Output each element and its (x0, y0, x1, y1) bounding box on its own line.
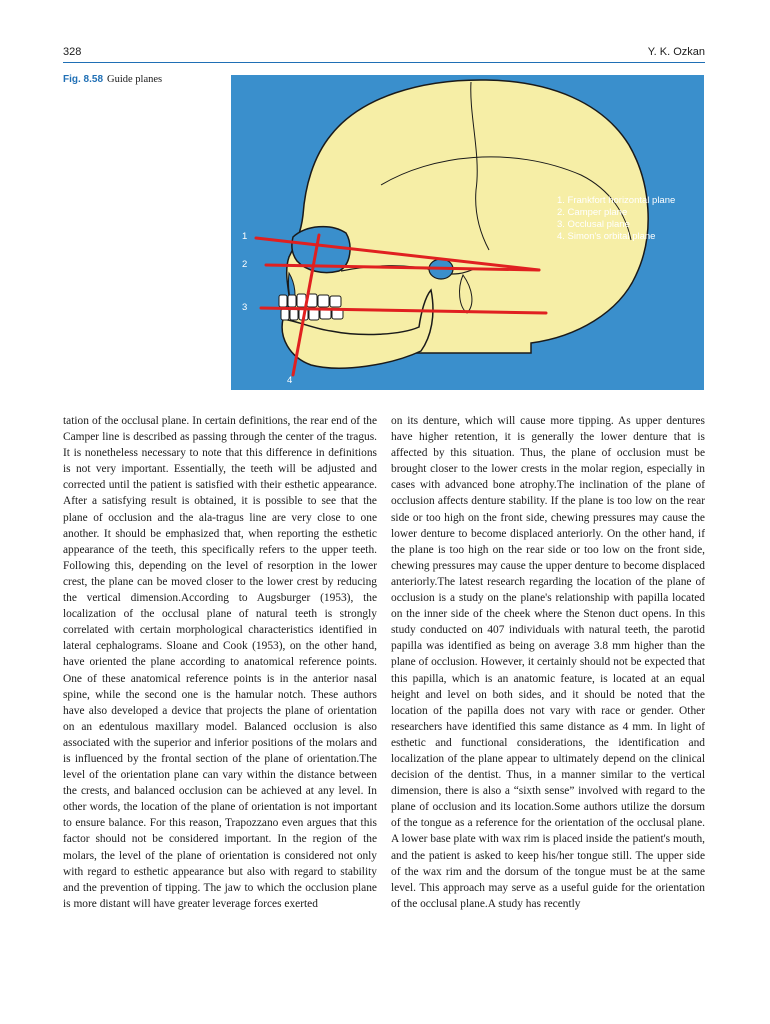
plane-marker-4: 4 (287, 375, 293, 386)
figure-caption (63, 73, 223, 86)
running-header (63, 44, 705, 63)
body-column-left (63, 413, 377, 973)
figure-legend (557, 195, 675, 243)
legend-item-frankfort: 1. Frankfort horizontal plane (557, 195, 676, 206)
legend-item-orbital: 4. Simon's orbital plane (557, 231, 656, 242)
figure-caption-text: Guide planes (107, 74, 163, 85)
running-author: Y. K. Ozkan (647, 46, 705, 58)
legend-item-occlusal: 3. Occlusal plane (557, 219, 630, 230)
plane-marker-3: 3 (242, 302, 248, 313)
figure-label: Fig. 8.58 (63, 74, 104, 85)
plane-marker-1: 1 (242, 231, 248, 242)
body-text-right: on its denture, which will cause more tipping. As upper dentures have higher retention, it is generally the lower denture that is affected by this situation. Thus, the plane of occlusion must be brought closer to the lower crests in the molar region, especially in cases with advanced bone atrophy.The inclination of the plane of occlusion affects denture stability. If the plane is too low on the rear side or too high on the front side, chewing pressures may cause the lower denture to become displaced anteriorly. On the other hand, if the plane is too high on the rear side or too low on the front side, chewing pressures may cause the upper denture to become displaced anteriorly.The latest research regarding the location of the plane of occlusion is a study on the plane's relationship with papilla located on the inner side of the cheek where the Stenon duct opens. In this study conducted on 407 individuals with natural teeth, the parotid papilla was identified as being on average 3.8 mm higher than the plane of occlusion. However, it certainly should not be expected that this papilla, which is an anatomic feature, is located at an equal height and level on both sides, and it should be noted that the location of the papilla does not vary with race or gender. Other researchers have identified this same distance as 4 mm. In light of esthetic and functional considerations, the identification and localization of the plane appear to ultimately depend on the clinical decision of the dentist. Thus, in a manner similar to the vertical dimension, there is also a “sixth sense” involved with regard to the plane of occlusion and its location.Some authors utilize the dorsum of the tongue as a reference for the orientation of the occlusal plane. A lower base plate with wax rim is placed inside the patient's mouth, and the patient is asked to keep his/her tongue still. The upper side of the wax rim and the dorsum of the tongue must be at the same level. This approach may serve as a useful guide for the orientation of the occlusal plane.A study has recently (391, 415, 705, 910)
page-number: 328 (63, 46, 82, 58)
skull-figure (231, 75, 704, 390)
body-text-left: tation of the occlusal plane. In certain definitions, the rear end of the Camper line is described as passing through the center of the tragus. It is nonetheless necessary to note that this difference in definitions is not very important. Essentially, the teeth will be adjusted and corrected until the patient is satisfied with their esthetic appearance. After a satisfying result is obtained, it is possible to see that the plane of occlusion and the ala-tragus line are very close to one another. It should be emphasized that, when reporting the esthetic appearance of the teeth, this specifically refers to the upper teeth. Following this, depending on the level of resorption in the lower crest, the plane can be moved closer to the lower crest by reducing the vertical dimension.According to Augsburger (1953), the localization of the occlusal plane of natural teeth is strongly correlated with certain morphological characteristics identified in lateral cephalograms. Sloane and Cook (1953), on the other hand, have oriented the plane according to anatomical reference points. One of these anatomical reference points is in the anterior nasal spine, while the second one is the hamular notch. These authors have also developed a device that projects the plane of orientation on an edentulous maxillary model. Balanced occlusion is also associated with the superior and inferior positions of the molars and is influenced by the frontal section of the plane of orientation.The level of the orientation plane can vary within the distance between the crests, and balanced occlusion can be achieved at any level. In other words, the location of the plane of orientation is not important to ensure balance. For this reason, Trapozzano even argues that this factor should not be considered important. In the region of the molars, the level of the plane of orientation is considered not only with regard to esthetic appearance but also with regard to stability and the prevention of tipping. The jaw to which the occlusion plane is more distant will have greater leverage forces exerted (63, 415, 377, 910)
plane-marker-2: 2 (242, 259, 248, 270)
legend-item-camper: 2. Camper plane (557, 207, 628, 218)
body-column-right (391, 413, 705, 973)
